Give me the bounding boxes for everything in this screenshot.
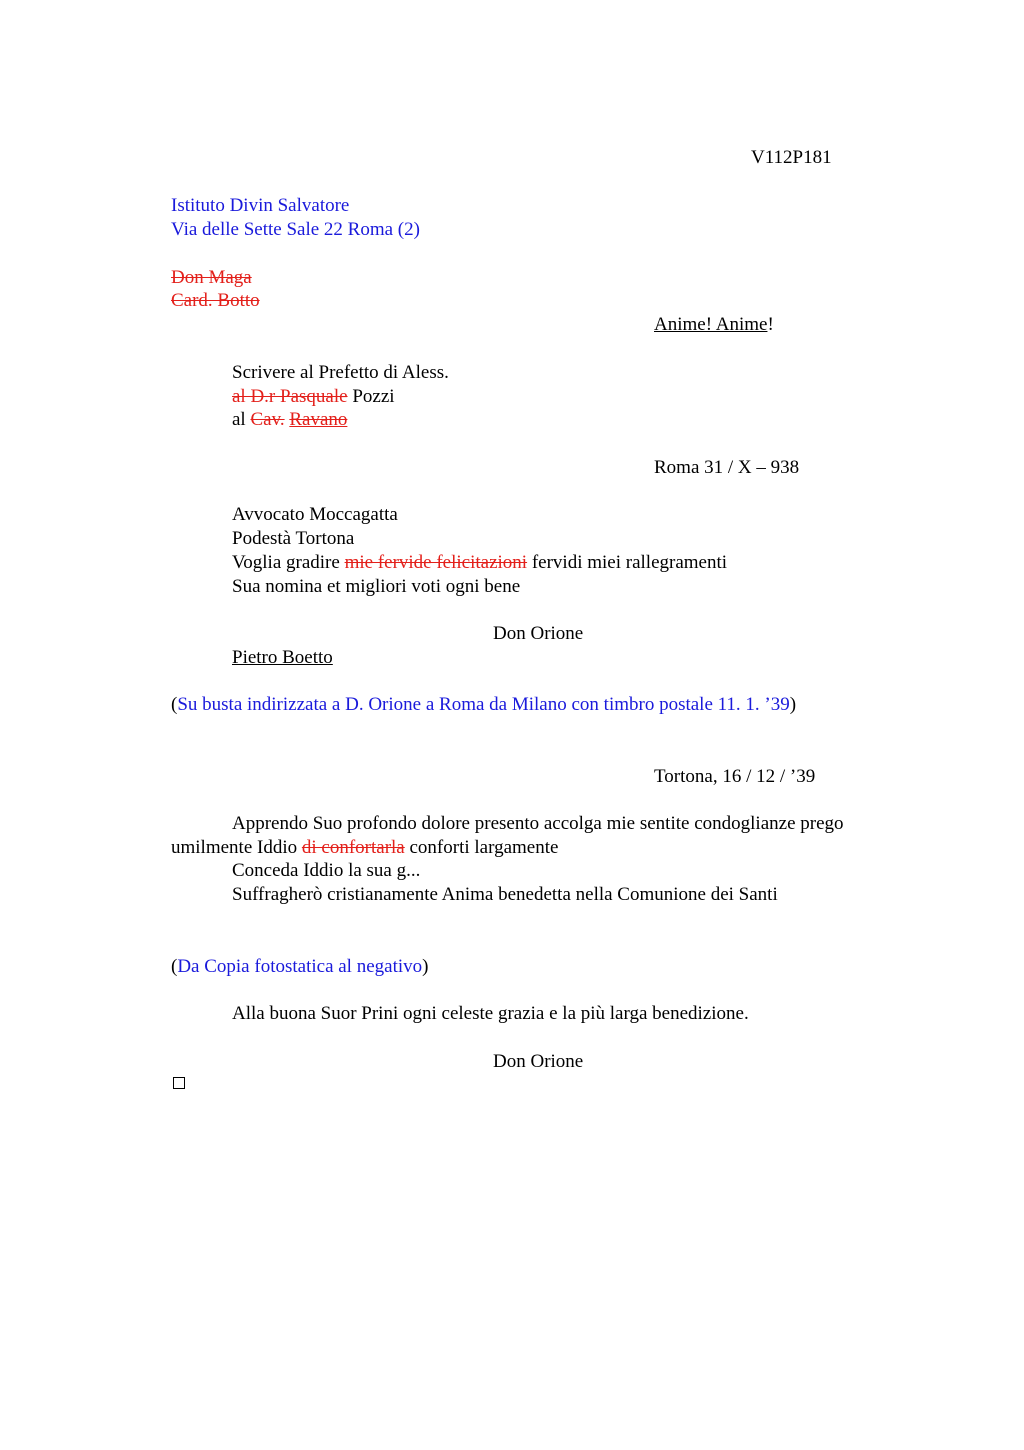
deleted-name-2: Card. Botto bbox=[171, 290, 260, 311]
letter1-body-prefix: Voglia gradire bbox=[232, 552, 345, 573]
letter1-body-rest: fervidi miei rallegramenti bbox=[527, 552, 728, 573]
header-line-1: Istituto Divin Salvatore bbox=[171, 195, 350, 216]
letter2-line-3: Conceda Iddio la sua g... bbox=[232, 860, 421, 881]
letter3-signature: Don Orione bbox=[493, 1051, 584, 1072]
source-note-1 bbox=[171, 693, 796, 717]
source-note-1-text: Su busta indirizzata a D. Orione a Roma da Milano con timbro postale 11. 1. ’39 bbox=[177, 694, 790, 715]
source-note-2-close: ) bbox=[422, 956, 429, 977]
note-line-3-deleted: Cav. bbox=[250, 409, 285, 430]
letter1-addressee: Avvocato Moccagatta bbox=[232, 504, 398, 525]
exclamation bbox=[654, 313, 774, 337]
source-note-1-close: ) bbox=[789, 694, 797, 715]
letter1-role: Podestà Tortona bbox=[232, 528, 355, 549]
source-note-2-open: ( bbox=[171, 956, 178, 977]
source-note-2 bbox=[171, 955, 428, 979]
note-line-2-rest: Pozzi bbox=[347, 386, 395, 407]
note-line-3-prefix: al bbox=[232, 409, 251, 430]
letter1-body-line-2: Sua nomina et migliori voti ogni bene bbox=[232, 576, 521, 597]
exclamation-mark: ! bbox=[767, 314, 774, 335]
note-line-2 bbox=[232, 385, 395, 409]
letter2-date: Tortona, 16 / 12 / ’39 bbox=[654, 766, 816, 787]
letter1-body-line-1 bbox=[232, 551, 727, 575]
letter2-line-2 bbox=[171, 836, 558, 860]
letter2-line-2-deleted: di confortarla bbox=[301, 837, 405, 858]
letter2-line-2-rest: conforti largamente bbox=[404, 837, 559, 858]
document-code: V112P181 bbox=[751, 147, 832, 168]
note-line-2-deleted: al D.r Pasquale bbox=[232, 386, 348, 407]
note-line-1: Scrivere al Prefetto di Aless. bbox=[232, 362, 449, 383]
source-note-1-open: ( bbox=[171, 694, 178, 715]
letter1-underlined-name: Pietro Boetto bbox=[232, 647, 333, 668]
note-line-3-deleted-underlined: Ravano bbox=[289, 409, 348, 430]
letter1-date: Roma 31 / X – 938 bbox=[654, 457, 800, 478]
exclamation-text: Anime! Anime bbox=[654, 314, 768, 335]
letter2-line-1: Apprendo Suo profondo dolore presento accolga mie sentite condoglianze prego bbox=[232, 813, 844, 834]
note-line-3 bbox=[232, 408, 347, 432]
source-note-2-text: Da Copia fotostatica al negativo bbox=[177, 956, 423, 977]
empty-square-icon bbox=[173, 1077, 185, 1089]
header-line-2: Via delle Sette Sale 22 Roma (2) bbox=[171, 219, 420, 240]
letter2-line-2-prefix: umilmente Iddio bbox=[171, 837, 302, 858]
deleted-name-1: Don Maga bbox=[171, 267, 252, 288]
letter1-body-deleted: mie fervide felicitazioni bbox=[344, 552, 528, 573]
letter1-signature: Don Orione bbox=[493, 623, 584, 644]
letter3-body: Alla buona Suor Prini ogni celeste grazia e la più larga benedizione. bbox=[232, 1003, 749, 1024]
letter2-line-4: Suffragherò cristianamente Anima benedetta nella Comunione dei Santi bbox=[232, 884, 778, 905]
